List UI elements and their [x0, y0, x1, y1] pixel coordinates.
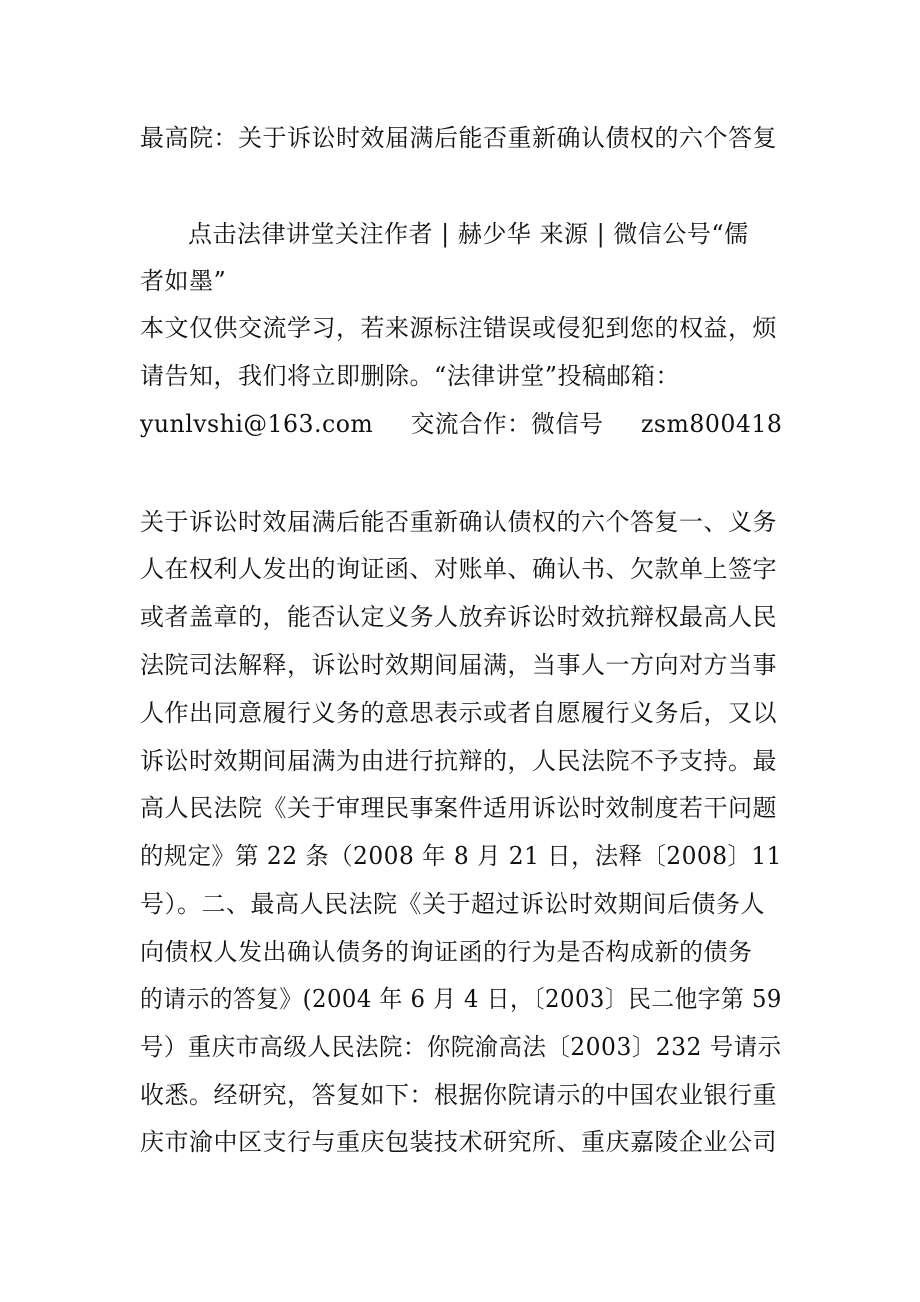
- body-line: 法院司法解释，诉讼时效期间届满，当事人一方向对方当事: [140, 651, 777, 679]
- body-line: 向债权人发出确认债务的询证函的行为是否构成新的债务: [140, 938, 753, 966]
- body-line: 关于诉讼时效届满后能否重新确认债权的六个答复一、义务: [140, 508, 777, 536]
- body-line: 收悉。经研究，答复如下：根据你院请示的中国农业银行重: [140, 1081, 777, 1109]
- intro-line: 者如墨”: [140, 267, 227, 295]
- body-line: 号）重庆市高级人民法院：你院渝高法〔2003〕232 号请示: [140, 1033, 782, 1061]
- body-line: 高人民法院《关于审理民事案件适用诉讼时效制度若干问题: [140, 794, 777, 822]
- body-line: 号）。二、最高人民法院《关于超过诉讼时效期间后债务人: [140, 890, 765, 918]
- document-title: 最高院：关于诉讼时效届满后能否重新确认债权的六个答复: [140, 124, 777, 152]
- body-line: 人作出同意履行义务的意思表示或者自愿履行义务后，又以: [140, 699, 777, 727]
- intro-line: 本文仅供交流学习，若来源标注错误或侵犯到您的权益，烦: [140, 314, 777, 342]
- contact-line: yunlvshi@163.com 交流合作：微信号 zsm800418: [140, 410, 783, 438]
- body-line: 诉讼时效期间届满为由进行抗辩的，人民法院不予支持。最: [140, 747, 777, 775]
- intro-line: 点击法律讲堂关注作者 | 赫少华 来源 | 微信公号“儒: [188, 220, 749, 248]
- body-line: 的请示的答复》(2004 年 6 月 4 日，〔2003〕民二他字第 59: [140, 985, 782, 1013]
- body-line: 或者盖章的，能否认定义务人放弃诉讼时效抗辩权最高人民: [140, 603, 777, 631]
- intro-line: 请告知，我们将立即删除。“法律讲堂”投稿邮箱：: [140, 362, 681, 390]
- body-line: 庆市渝中区支行与重庆包装技术研究所、重庆嘉陵企业公司: [140, 1128, 777, 1156]
- body-line: 人在权利人发出的询证函、对账单、确认书、欠款单上签字: [140, 555, 777, 583]
- body-line: 的规定》第 22 条（2008 年 8 月 21 日，法释〔2008〕11: [140, 842, 782, 870]
